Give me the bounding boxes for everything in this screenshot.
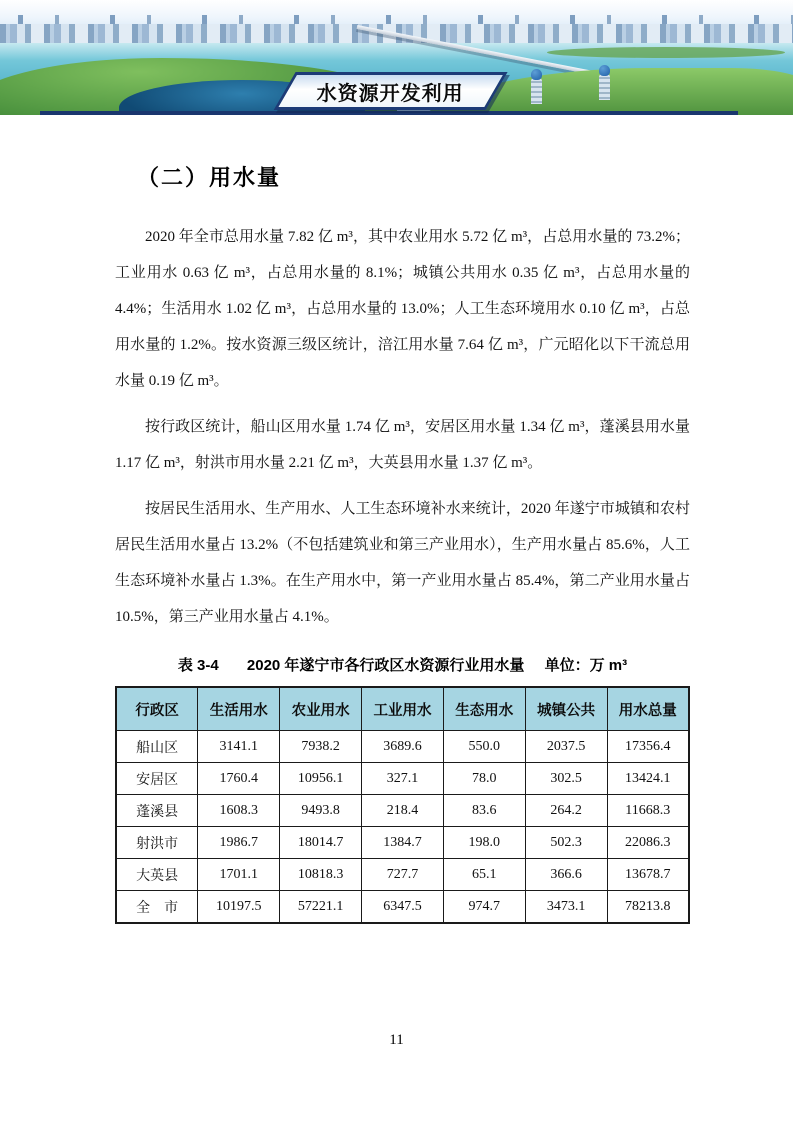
data-cell: 17356.4 xyxy=(607,731,689,763)
data-cell: 65.1 xyxy=(443,859,525,891)
data-cell: 264.2 xyxy=(525,795,607,827)
data-cell: 218.4 xyxy=(362,795,444,827)
table-caption-unit: 单位：万 m³ xyxy=(544,657,628,674)
data-cell: 10818.3 xyxy=(280,859,362,891)
column-header-industry: 工业用水 xyxy=(362,687,444,731)
data-cell: 727.7 xyxy=(362,859,444,891)
data-cell: 2037.5 xyxy=(525,731,607,763)
row-label: 船山区 xyxy=(116,731,198,763)
table-row xyxy=(116,859,689,891)
chapter-banner xyxy=(284,72,496,110)
page-content xyxy=(0,163,793,924)
column-header-district: 行政区 xyxy=(116,687,198,731)
row-label: 蓬溪县 xyxy=(116,795,198,827)
page-number: 11 xyxy=(389,1032,404,1048)
island-art xyxy=(547,47,785,58)
data-cell: 366.6 xyxy=(525,859,607,891)
photo-bottom-bar xyxy=(40,111,738,115)
column-header-agriculture: 农业用水 xyxy=(280,687,362,731)
data-cell: 10197.5 xyxy=(198,891,280,924)
data-cell: 3473.1 xyxy=(525,891,607,924)
data-cell: 13424.1 xyxy=(607,763,689,795)
data-cell: 78213.8 xyxy=(607,891,689,924)
data-cell: 327.1 xyxy=(362,763,444,795)
table-row xyxy=(116,795,689,827)
paragraph-total-usage: 2020 年全市总用水量 7.82 亿 m³，其中农业用水 5.72 亿 m³，占总用水量的 73.2%；工业用水 0.63 亿 m³，占总用水量的 8.1%；城镇公共用水 0.35 亿 m³，占总用水量的 4.4%；生活用水 1.02 亿 m³，占总用水量的 13.0%；人工生态环境用水 0.10 亿 m³，占总用水量的 1.2%。按水资源三级区统计，涪江用水量 7.64 亿 m³，广元昭化以下干流总用水量 0.19 亿 m³。 xyxy=(115,229,690,389)
data-cell: 7938.2 xyxy=(280,731,362,763)
data-cell: 302.5 xyxy=(525,763,607,795)
column-header-total: 用水总量 xyxy=(607,687,689,731)
data-cell: 18014.7 xyxy=(280,827,362,859)
row-label: 大英县 xyxy=(116,859,198,891)
water-tower-icon xyxy=(599,74,610,100)
row-label: 安居区 xyxy=(116,763,198,795)
table-row xyxy=(116,827,689,859)
table-row-total xyxy=(116,891,689,924)
table-caption-label: 表 3-4 xyxy=(177,657,219,674)
data-cell: 3141.1 xyxy=(198,731,280,763)
banner-title: 水资源开发利用 xyxy=(316,82,464,105)
table-header-row xyxy=(116,687,689,731)
water-usage-table xyxy=(115,686,690,924)
data-cell: 83.6 xyxy=(443,795,525,827)
data-cell: 1986.7 xyxy=(198,827,280,859)
water-tower-icon xyxy=(531,78,542,104)
data-cell: 13678.7 xyxy=(607,859,689,891)
data-cell: 1701.1 xyxy=(198,859,280,891)
paragraph-by-district: 按行政区统计，船山区用水量 1.74 亿 m³，安居区用水量 1.34 亿 m³，蓬溪县用水量 1.17 亿 m³，射洪市用水量 2.21 亿 m³，大英县用水量 1.37 亿 m³。 xyxy=(115,419,690,471)
data-cell: 502.3 xyxy=(525,827,607,859)
data-cell: 974.7 xyxy=(443,891,525,924)
data-cell: 3689.6 xyxy=(362,731,444,763)
data-cell: 1760.4 xyxy=(198,763,280,795)
column-header-public: 城镇公共 xyxy=(525,687,607,731)
data-cell: 57221.1 xyxy=(280,891,362,924)
data-cell: 11668.3 xyxy=(607,795,689,827)
data-cell: 22086.3 xyxy=(607,827,689,859)
data-cell: 1608.3 xyxy=(198,795,280,827)
table-row xyxy=(116,763,689,795)
data-cell: 6347.5 xyxy=(362,891,444,924)
data-cell: 10956.1 xyxy=(280,763,362,795)
table-caption-title: 2020 年遂宁市各行政区水资源行业用水量 xyxy=(246,657,525,674)
row-label: 全 市 xyxy=(116,891,198,924)
data-cell: 198.0 xyxy=(443,827,525,859)
table-caption xyxy=(115,655,690,677)
data-cell: 9493.8 xyxy=(280,795,362,827)
data-cell: 1384.7 xyxy=(362,827,444,859)
table-row xyxy=(116,731,689,763)
row-label: 射洪市 xyxy=(116,827,198,859)
data-cell: 78.0 xyxy=(443,763,525,795)
data-cell: 550.0 xyxy=(443,731,525,763)
section-heading: （二）用水量 xyxy=(137,165,282,190)
paragraph-by-category: 按居民生活用水、生产用水、人工生态环境补水来统计，2020 年遂宁市城镇和农村居民生活用水量占 13.2%（不包括建筑业和第三产业用水），生产用水量占 85.6%，人工生态环境补水量占 1.3%。在生产用水中，第一产业用水量占 85.4%，第二产业用水量占 10.5%，第三产业用水量占 4.1%。 xyxy=(115,501,690,625)
column-header-ecology: 生态用水 xyxy=(443,687,525,731)
header-photo xyxy=(0,0,793,115)
column-header-domestic: 生活用水 xyxy=(198,687,280,731)
